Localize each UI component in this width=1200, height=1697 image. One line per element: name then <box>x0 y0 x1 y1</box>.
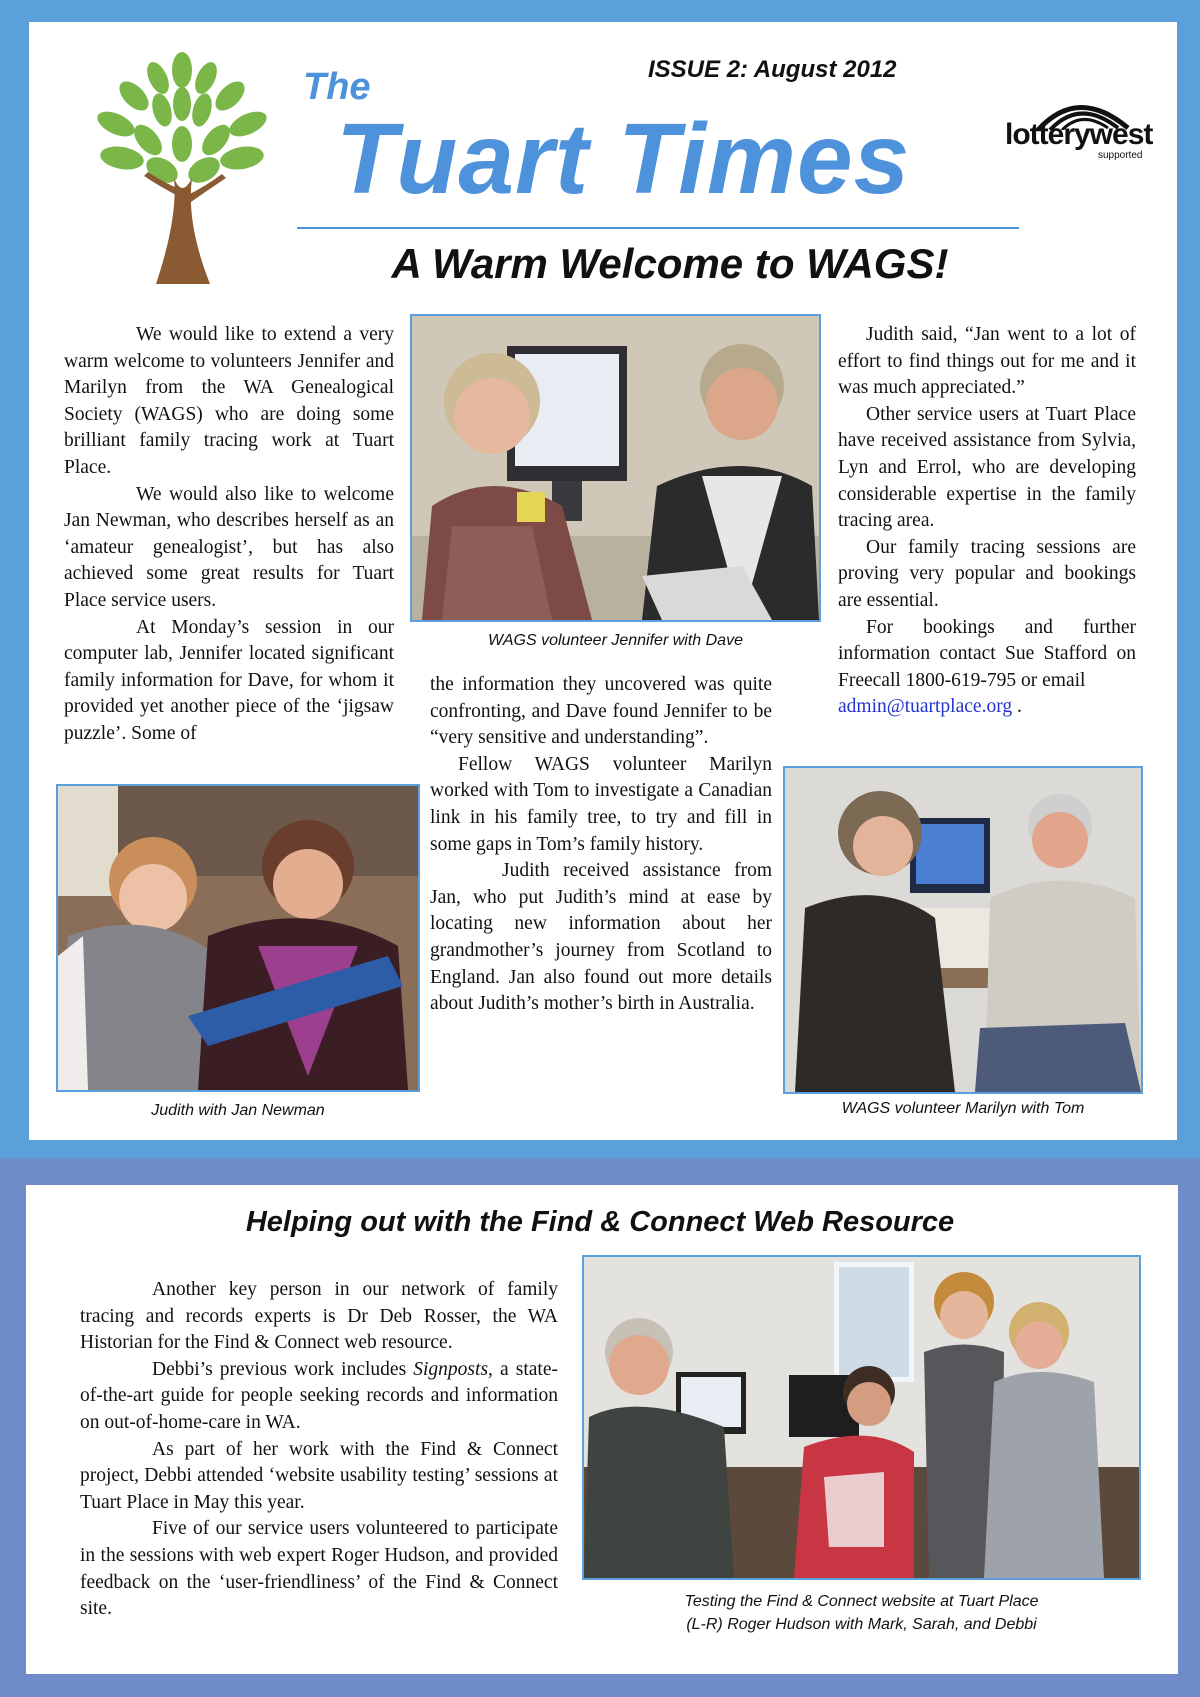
paragraph: Our family tracing sessions are proving very popular and bookings are essential. <box>838 536 1136 611</box>
paragraph: As part of her work with the Find & Connect project, Debbi attended ‘website usability testing’ sessions at Tuart Place in May this year. <box>80 1438 558 1513</box>
masthead-rule <box>297 227 1019 229</box>
masthead-title: Tuart Times <box>336 103 911 215</box>
masthead-the: The <box>303 66 371 108</box>
sponsor-logo-sub: supported <box>1098 150 1143 161</box>
paragraph: the information they uncovered was quite confronting, and Dave found Jennifer to be “very sensitive and understanding”. <box>430 674 772 749</box>
paragraph: Judith said, “Jan went to a lot of effort to find things out for me and it was much appreciated.” <box>838 324 1136 399</box>
caption-line: Testing the Find & Connect website at Tuart Place <box>684 1593 1039 1610</box>
paragraph: Judith received assistance from Jan, who put Judith’s mind at ease by locating new information about her grandmother’s journey from Scotland to England. Jan also found out more details about Judith’s mother’s birth in Australia. <box>430 860 772 1015</box>
paragraph: Five of our service users volunteered to participate in the sessions with web expert Roger Hudson, and provided feedback on the ‘user-friendliness’ of the Find & Connect site. <box>80 1518 558 1620</box>
paragraph: We would like to extend a very warm welcome to volunteers Jennifer and Marilyn from the WA Genealogical Society (WAGS) who are doing some brilliant family tracing work at Tuart Place. <box>64 324 394 478</box>
photo-judith-jan <box>56 784 420 1092</box>
caption-jennifer-dave: WAGS volunteer Jennifer with Dave <box>488 632 743 649</box>
paragraph: We would also like to welcome Jan Newman, who describes herself as an ‘amateur genealogist’, but has also achieved some great results for Tuart Place service users. <box>64 483 394 611</box>
paragraph: Other service users at Tuart Place have received assistance from Sylvia, Lyn and Errol, who are developing considerable expertise in the family tracing area. <box>838 403 1136 532</box>
caption-find-connect <box>582 1590 1141 1636</box>
caption-line: (L-R) Roger Hudson with Mark, Sarah, and Debbi <box>686 1616 1037 1633</box>
section2-title: Helping out with the Find & Connect Web Resource <box>245 1206 955 1238</box>
sponsor-logo-text: lotterywest <box>1005 118 1153 151</box>
article1-col3 <box>838 322 1136 721</box>
article1-col2 <box>430 672 772 1018</box>
caption-judith-jan: Judith with Jan Newman <box>151 1102 325 1119</box>
photo-jennifer-dave <box>410 314 821 622</box>
paragraph: At Monday’s session in our computer lab, Jennifer located significant family information for Dave, for whom it provided yet another piece of the ‘jigsaw puzzle’. Some of <box>64 616 394 744</box>
caption-marilyn-tom: WAGS volunteer Marilyn with Tom <box>841 1100 1085 1117</box>
headline: A Warm Welcome to WAGS! <box>391 240 949 287</box>
paragraph: Fellow WAGS volunteer Marilyn worked with Tom to investigate a Canadian link in his family tree, to try and fill in some gaps in Tom’s family history. <box>430 753 772 855</box>
photo-find-connect-testing <box>582 1255 1141 1580</box>
article2-text <box>80 1277 558 1623</box>
paragraph: For bookings and further information contact Sue Stafford on Freecall 1800-619-795 or email <box>838 616 1136 691</box>
email-link[interactable]: admin@tuartplace.org <box>838 696 1013 718</box>
tree-logo <box>82 48 282 288</box>
paragraph: Another key person in our network of family tracing and records experts is Dr Deb Rosser, the WA Historian for the Find & Connect web resource. <box>80 1279 558 1354</box>
email-line <box>838 694 1136 721</box>
paragraph-part: Debbi’s previous work includes <box>152 1358 414 1380</box>
paragraph-part: , a state-of-the-art guide for people seeking records and information on out-of-home-care in WA. <box>80 1358 558 1433</box>
signposts-title: Signposts <box>413 1358 489 1380</box>
email-suffix: . <box>1012 696 1022 718</box>
photo-marilyn-tom <box>783 766 1143 1094</box>
paragraph <box>80 1357 558 1437</box>
issue-label: ISSUE 2: August 2012 <box>648 56 897 83</box>
article1-col1 <box>64 322 394 748</box>
